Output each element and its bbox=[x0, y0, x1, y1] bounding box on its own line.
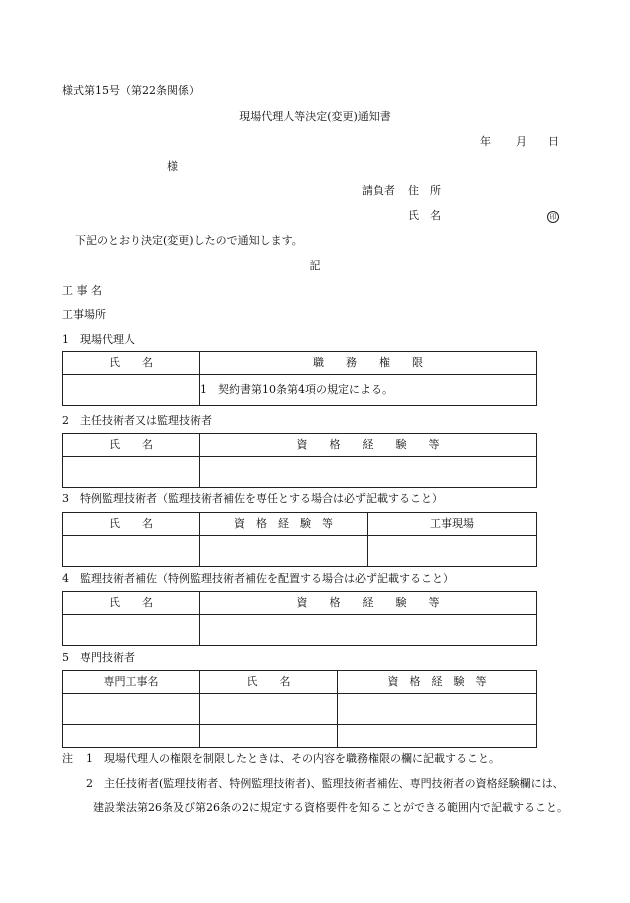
work-place-label: 工事場所 bbox=[62, 308, 106, 321]
section-1-heading: 1 現場代理人 bbox=[62, 333, 135, 346]
section-2-table bbox=[62, 433, 537, 488]
note-2-line-2: 建設業法第26条及び第26条の2に規定する資格要件を知ることができる範囲内で記載すること。 bbox=[93, 801, 568, 814]
s5-col-qual: 資 格 経 験 等 bbox=[338, 671, 537, 694]
s5-qual-cell-1 bbox=[338, 694, 537, 725]
section-5-table bbox=[62, 670, 537, 748]
s4-qual-cell bbox=[200, 615, 537, 646]
document-title: 現場代理人等決定(変更)通知書 bbox=[239, 110, 391, 123]
s1-col-authority: 職 務 権 限 bbox=[200, 352, 537, 375]
s3-name-cell bbox=[63, 536, 200, 567]
date-year: 年 bbox=[480, 135, 491, 148]
name-label: 氏 名 bbox=[408, 209, 441, 222]
s4-col-name: 氏 名 bbox=[63, 592, 200, 615]
section-3-heading: 3 特例監理技術者（監理技術者補佐を専任とする場合は必ず記載すること） bbox=[62, 492, 443, 505]
notes-label: 注 bbox=[62, 752, 73, 765]
section-2-heading: 2 主任技術者又は監理技術者 bbox=[62, 414, 212, 427]
s5-trade-cell-1 bbox=[63, 694, 200, 725]
intro-text: 下記のとおり決定(変更)したので通知します。 bbox=[75, 234, 303, 247]
s1-name-cell bbox=[63, 375, 200, 406]
s4-name-cell bbox=[63, 615, 200, 646]
s1-authority-cell: 1 契約書第10条第4項の規定による。 bbox=[200, 375, 537, 406]
seal-mark bbox=[547, 209, 559, 223]
seal-icon: 印 bbox=[547, 211, 559, 223]
ki-mark: 記 bbox=[309, 259, 321, 272]
date-day: 日 bbox=[548, 135, 559, 148]
s5-trade-cell-2 bbox=[63, 725, 200, 748]
note-1: 1 現場代理人の権限を制限したときは、その内容を職務権限の欄に記載すること。 bbox=[86, 752, 500, 765]
address-label: 住 所 bbox=[408, 184, 441, 197]
form-number: 様式第15号（第22条関係） bbox=[62, 84, 200, 97]
addressee-suffix: 様 bbox=[167, 160, 178, 173]
s2-qual-cell bbox=[200, 457, 537, 488]
section-5-heading: 5 専門技術者 bbox=[62, 651, 135, 664]
note-2-line-1: 2 主任技術者(監理技術者、特例監理技術者)、監理技術者補佐、専門技術者の資格経験欄には、 bbox=[86, 777, 564, 790]
s3-col-site: 工事現場 bbox=[368, 513, 537, 536]
s3-col-qual: 資 格 経 験 等 bbox=[200, 513, 368, 536]
s5-name-cell-2 bbox=[200, 725, 338, 748]
date-month: 月 bbox=[516, 135, 527, 148]
s4-col-qual: 資 格 経 験 等 bbox=[200, 592, 537, 615]
s1-col-name: 氏 名 bbox=[63, 352, 200, 375]
section-1-table bbox=[62, 351, 537, 406]
s5-col-name: 氏 名 bbox=[200, 671, 338, 694]
s3-col-name: 氏 名 bbox=[63, 513, 200, 536]
section-4-table bbox=[62, 591, 537, 646]
s3-site-cell bbox=[368, 536, 537, 567]
s3-qual-cell bbox=[200, 536, 368, 567]
s5-name-cell-1 bbox=[200, 694, 338, 725]
section-4-heading: 4 監理技術者補佐（特例監理技術者補佐を配置する場合は必ず記載すること） bbox=[62, 572, 454, 585]
s5-col-trade: 専門工事名 bbox=[63, 671, 200, 694]
contractor-label: 請負者 bbox=[362, 184, 395, 197]
s2-col-qual: 資 格 経 験 等 bbox=[200, 434, 537, 457]
work-name-label: 工 事 名 bbox=[62, 284, 102, 297]
s5-qual-cell-2 bbox=[338, 725, 537, 748]
s2-col-name: 氏 名 bbox=[63, 434, 200, 457]
s2-name-cell bbox=[63, 457, 200, 488]
section-3-table bbox=[62, 512, 537, 567]
